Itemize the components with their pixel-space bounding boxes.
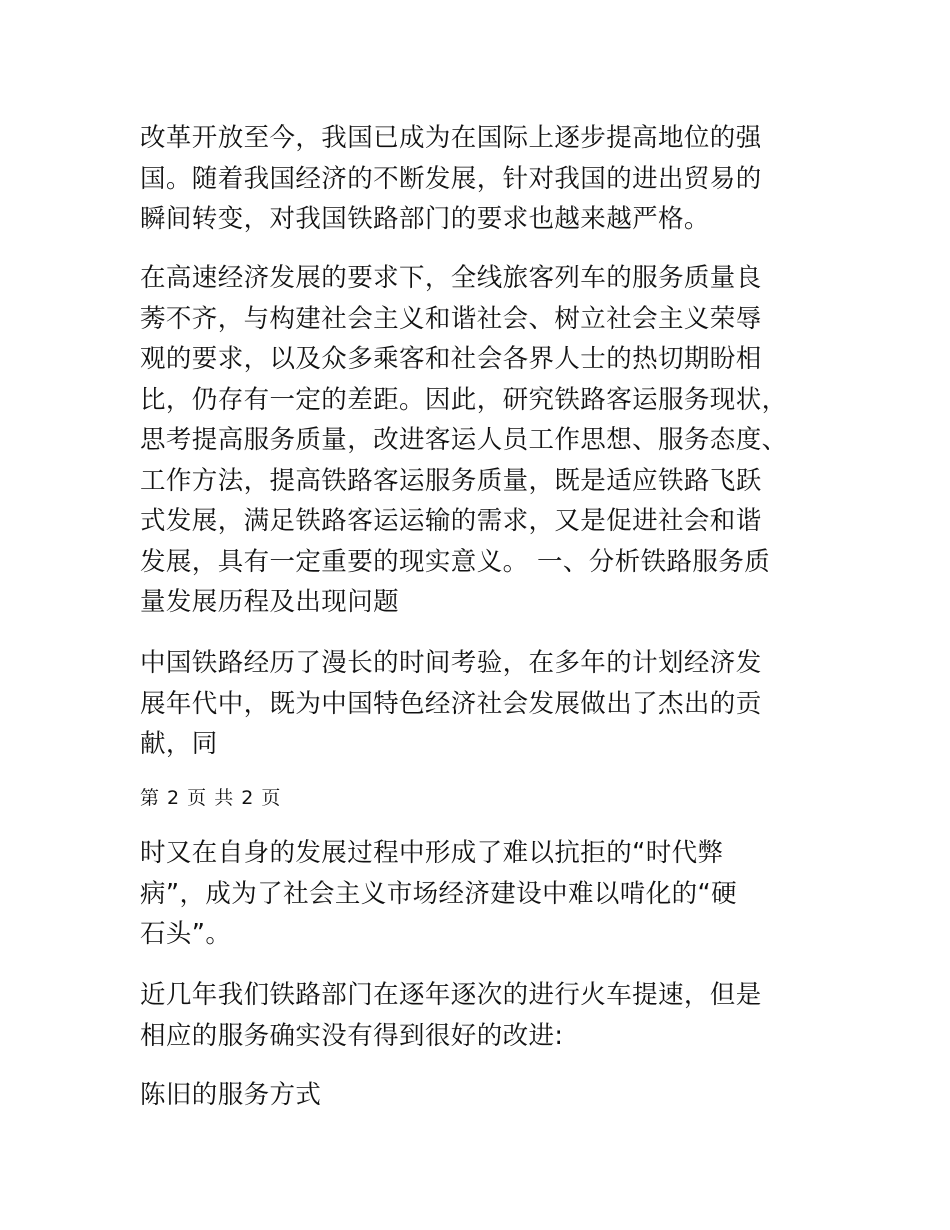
paragraph-speedup: 近几年我们铁路部门在逐年逐次的进行火车提速，但是 相应的服务确实没有得到很好的改进: — [140, 980, 762, 1051]
paragraph-intro: 改革开放至今，我国已成为在国际上逐步提高地位的强 国。随着我国经济的不断发展，针对我国的进出贸易的 瞬间转变，对我国铁路部门的要求也越来越严格。 — [140, 123, 762, 234]
paragraph-service-quality: 在高速经济发展的要求下，全线旅客列车的服务质量良 莠不齐，与构建社会主义和谐社会、树立社会主义荣辱 观的要求，以及众多乘客和社会各界人士的热切期盼相 比，仍存有一定的差距。因此，研究铁路客运服务现状， 思考提高服务质量，改进客运人员工作思想、服务态度、 工作方法，提高铁路客运服务质量，既是适应铁路飞跃 式发展，满足铁路客运运输的需求，又是促进社会和谐 发展，具有一定重要的现实意义。 一、分析铁路服务质 量发展历程及出现问题 — [140, 263, 788, 617]
page-footer-page-number: 第 2 页 共 2 页 — [140, 787, 282, 809]
paragraph-era-problems: 时又在自身的发展过程中形成了难以抗拒的“时代弊 病”，成为了社会主义市场经济建设中难以啃化的“硬 石头”。 — [140, 838, 738, 949]
paragraph-railway-history: 中国铁路经历了漫长的时间考验，在多年的计划经济发 展年代中，既为中国特色经济社会发展做出了杰出的贡 献，同 — [140, 648, 762, 759]
paragraph-old-service: 陈旧的服务方式 — [140, 1080, 322, 1110]
